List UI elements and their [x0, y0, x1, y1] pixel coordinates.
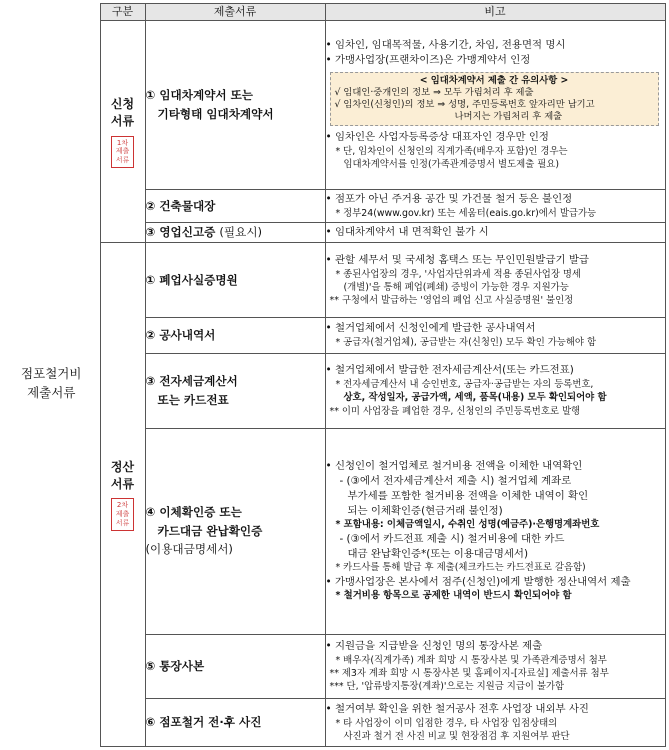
bankbook-note-2: * 배우자(직계가족) 계좌 희망 시 통장사본 및 가족관계증명서 첨부: [335, 654, 607, 666]
caution-row-3: 나머지는 가림처리 후 제출: [454, 111, 563, 123]
lease-note-2: • 가맹사업장(프랜차이즈)은 가맹계약서 인정: [326, 53, 665, 68]
transfer-note-3: 부가세를 포함한 철거비용 전액을 이체한 내역이 확인: [347, 489, 589, 502]
apply-stage-badge: 1차 제출 서류: [111, 136, 135, 168]
photos-note-1: • 철거여부 확인을 위한 철거공사 전후 사업장 내외부 사진: [326, 702, 665, 717]
bankbook-note-1: • 지원금을 지급받을 신청인 명의 통장사본 제출: [326, 639, 665, 654]
section-settle-title: 정산 서류: [110, 459, 135, 491]
bankbook-note-4: *** 단, '압류방지통장(계좌)'으로는 지원금 지급이 불가함: [329, 681, 565, 693]
transfer-note-4: 되는 이체확인증(현금거래 불인정): [347, 504, 503, 517]
closure-note-3: (개별)'을 통해 폐업(폐쇄) 증빙이 가능한 경우 지원가능: [343, 282, 569, 294]
outer-label-line2: 제출서류: [27, 384, 76, 400]
header-documents: 제출서류: [145, 4, 325, 21]
building-note-2: * 정부24(www.gov.kr) 또는 세움터(eais.go.kr)에서 발급가능: [335, 207, 597, 219]
header-category: 구분: [100, 4, 145, 21]
transfer-note-9: • 가맹사업장은 본사에서 점주(신청인)에게 발행한 정산내역서 제출: [326, 575, 665, 590]
closure-note-4: ** 구청에서 발급하는 '영업의 폐업 신고 사실증명원' 불인정: [329, 295, 574, 307]
photos-note-3: 사진과 철거 전 사진 비교 및 현장점검 후 지원여부 판단: [343, 730, 570, 742]
transfer-note-8: * 카드사를 통해 발급 후 제출(체크카드는 카드전표로 갈음함): [335, 562, 586, 574]
transfer-note-2: - (③에서 전자세금계산서 제출 시) 철거업체 계좌로: [339, 475, 572, 488]
remarks-lease: [325, 21, 665, 190]
lease-note-3: • 임차인은 사업자등록증상 대표자인 경우만 인정: [326, 130, 665, 145]
doc-invoice: ③ 전자세금계산서 또는 카드전표: [145, 353, 325, 428]
remarks-bankbook: [325, 634, 665, 699]
transfer-note-6: - (③에서 카드전표 제출 시) 철거비용에 대한 카드: [339, 532, 565, 545]
construction-note-1: • 철거업체에서 신청인에게 발급한 공사내역서: [326, 321, 665, 336]
outer-category-label: [3, 21, 100, 747]
invoice-note-2: * 전자세금계산서 내 승인번호, 공급자·공급받는 자의 등록번호,: [335, 378, 594, 390]
doc-bankbook-copy: ⑤ 통장사본: [145, 634, 325, 699]
doc-construction-statement: ② 공사내역서: [145, 318, 325, 353]
row-closure: [3, 243, 665, 318]
remarks-closure: [325, 243, 665, 318]
lease-note-1: • 임차인, 임대목적물, 사용기간, 차임, 전용면적 명시: [326, 38, 665, 53]
settle-stage-badge: 2차 제출 서류: [111, 498, 135, 530]
remarks-building: [325, 189, 665, 222]
outer-label-line1: 점포철거비: [21, 365, 82, 381]
caution-row-2: √ 임차인(신청인)의 정보 ⇒ 성명, 주민등록번호 앞자리만 남기고: [334, 99, 595, 111]
transfer-note-7: 대금 완납확인증*(또는 이용대금명세서): [347, 547, 529, 560]
header-row: [3, 4, 665, 21]
lease-note-4: * 단, 임차인이 신청인의 직계가족(배우자 포함)인 경우는: [335, 145, 568, 157]
doc-business-report: ③ 영업신고증 (필요시): [145, 223, 325, 243]
remarks-business-report: [325, 223, 665, 243]
invoice-note-3: 상호, 작성일자, 공급가액, 세액, 품목(내용) 모두 확인되어야 함: [343, 392, 607, 404]
doc-transfer-confirmation: ④ 이체확인증 또는 카드대금 완납확인증 (이용대금명세서): [145, 428, 325, 634]
transfer-note-1: • 신청인이 철거업체로 철거비용 전액을 이체한 내역확인: [326, 459, 665, 474]
section-apply-title: 신청 서류: [110, 96, 135, 128]
lease-note-5: 임대차계약서를 인정(가족관계증명서 별도제출 필요): [343, 159, 559, 171]
remarks-construction: [325, 318, 665, 353]
building-note-1: • 점포가 아닌 주거용 공간 및 가건물 철거 등은 불인정: [326, 192, 665, 207]
invoice-note-1: • 철거업체에서 발급한 전자세금계산서(또는 카드전표): [326, 363, 665, 378]
closure-note-2: * 종된사업장의 경우, '사업자단위과세 적용 종된사업장 명세: [335, 268, 581, 280]
remarks-photos: [325, 699, 665, 747]
closure-note-1: • 관할 세무서 및 국세청 홈택스 또는 무인민원발급기 발급: [326, 253, 665, 268]
remarks-invoice: [325, 353, 665, 428]
transfer-note-5: * 포함내용: 이체금액일시, 수취인 성명(예금주)·은행명계좌번호: [335, 519, 600, 531]
doc-store-photos: ⑥ 점포철거 전·후 사진: [145, 699, 325, 747]
section-settle: [100, 243, 145, 747]
submission-documents-table: [3, 3, 666, 747]
header-remarks: 비고: [325, 4, 665, 21]
doc-building-register: ② 건축물대장: [145, 189, 325, 222]
doc-closure-certificate: ① 폐업사실증명원: [145, 243, 325, 318]
section-apply: [100, 21, 145, 243]
doc-lease: ① 임대차계약서 또는 기타형태 임대차계약서: [145, 21, 325, 190]
construction-note-2: * 공급자(철거업체), 공급받는 자(신청인) 모두 확인 가능해야 함: [335, 337, 597, 349]
lease-caution-box: [330, 72, 659, 126]
remarks-transfer: [325, 428, 665, 634]
photos-note-2: * 타 사업장이 이미 입점한 경우, 타 사업장 입점상태의: [335, 717, 558, 729]
business-report-note-1: • 임대차계약서 내 면적확인 불가 시: [326, 225, 665, 240]
caution-row-1: √ 임대인·중개인의 정보 ⇒ 모두 가림처리 후 제출: [334, 86, 534, 98]
transfer-note-10: * 철거비용 항목으로 공제한 내역이 반드시 확인되어야 함: [335, 590, 572, 602]
doc-business-report-sub: (필요시): [219, 225, 263, 240]
row-lease: [3, 21, 665, 190]
bankbook-note-3: ** 제3자 계좌 희망 시 통장사본 및 홈페이지-[자료실] 제출서류 첨부: [329, 668, 609, 680]
invoice-note-4: ** 이미 사업장을 폐업한 경우, 신청인의 주민등록번호로 발행: [329, 405, 581, 417]
caution-box-title: < 임대차계약서 제출 간 유의사항 >: [419, 74, 569, 86]
